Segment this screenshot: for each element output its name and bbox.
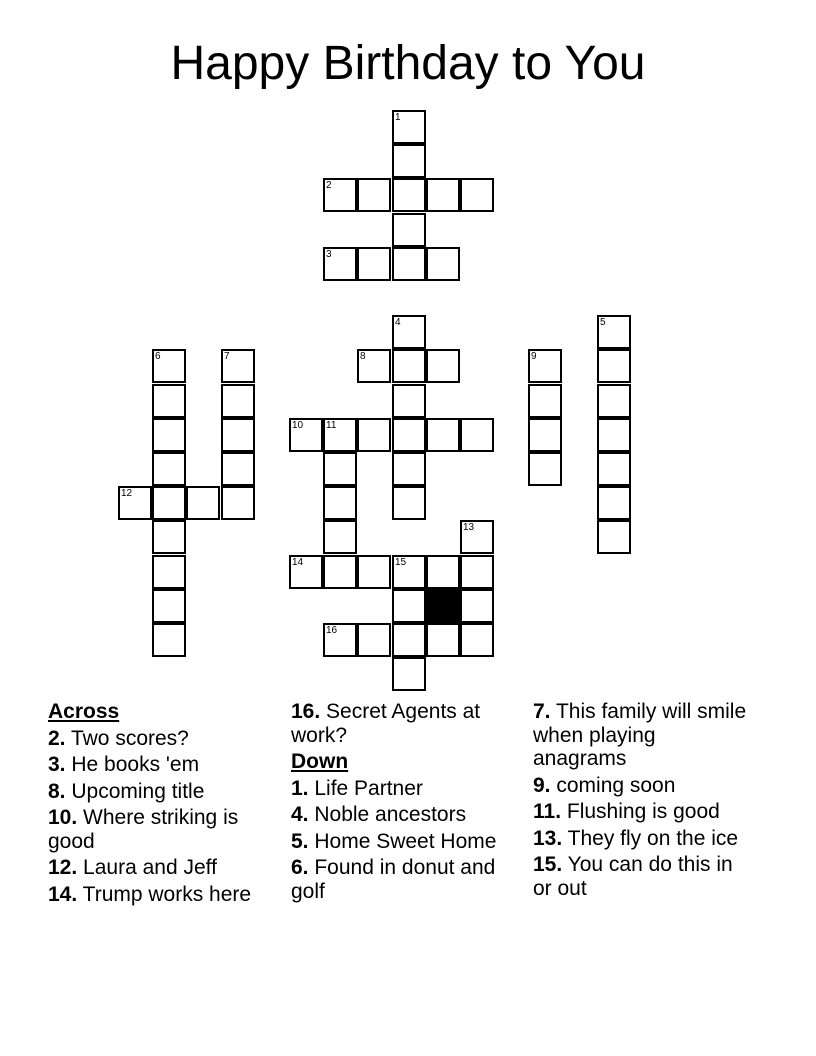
grid-cell[interactable] bbox=[392, 110, 426, 144]
clue-text: Where striking is good bbox=[48, 806, 239, 853]
grid-cell[interactable] bbox=[426, 247, 460, 281]
clue-text: You can do this in or out bbox=[533, 853, 733, 900]
grid-cell[interactable] bbox=[426, 555, 460, 589]
grid-cell[interactable] bbox=[323, 555, 357, 589]
clue-item bbox=[291, 700, 506, 747]
clue-text: Secret Agents at work? bbox=[291, 700, 481, 747]
black-cell bbox=[426, 589, 460, 623]
grid-cell[interactable] bbox=[392, 555, 426, 589]
grid-cell[interactable] bbox=[528, 384, 562, 418]
clue-number-label: 13. bbox=[533, 826, 563, 850]
clue-text: Found in donut and golf bbox=[291, 856, 496, 903]
grid-cell[interactable] bbox=[392, 384, 426, 418]
grid-cell[interactable] bbox=[357, 418, 391, 452]
grid-cell[interactable] bbox=[460, 178, 494, 212]
grid-cell[interactable] bbox=[597, 418, 631, 452]
clue-number: 9 bbox=[531, 351, 537, 362]
clue-text: This family will smile when playing anagrams bbox=[533, 700, 747, 770]
grid-cell[interactable] bbox=[323, 247, 357, 281]
grid-cell[interactable] bbox=[392, 418, 426, 452]
clue-item bbox=[48, 856, 263, 880]
grid-cell[interactable] bbox=[152, 418, 186, 452]
grid-cell[interactable] bbox=[392, 213, 426, 247]
clue-number: 1 bbox=[395, 112, 401, 123]
clue-item bbox=[291, 777, 506, 801]
grid-cell[interactable] bbox=[323, 178, 357, 212]
clue-number-label: 6. bbox=[291, 856, 309, 879]
clue-number-label: 16. bbox=[291, 700, 321, 723]
grid-cell[interactable] bbox=[426, 178, 460, 212]
grid-cell[interactable] bbox=[152, 486, 186, 520]
grid-cell[interactable] bbox=[323, 452, 357, 486]
grid-cell[interactable] bbox=[152, 384, 186, 418]
clue-item bbox=[533, 774, 748, 798]
grid-cell[interactable] bbox=[392, 623, 426, 657]
clue-item bbox=[533, 700, 748, 771]
grid-cell[interactable] bbox=[460, 589, 494, 623]
grid-cell[interactable] bbox=[597, 520, 631, 554]
grid-cell[interactable] bbox=[460, 623, 494, 657]
clue-item bbox=[48, 727, 263, 751]
clue-text: Upcoming title bbox=[65, 779, 205, 803]
clue-item bbox=[533, 827, 748, 851]
grid-cell[interactable] bbox=[118, 486, 152, 520]
grid-cell[interactable] bbox=[152, 452, 186, 486]
grid-cell[interactable] bbox=[357, 247, 391, 281]
clue-item bbox=[48, 883, 263, 907]
grid-cell[interactable] bbox=[597, 452, 631, 486]
grid-cell[interactable] bbox=[392, 452, 426, 486]
clue-number-label: 1. bbox=[291, 776, 309, 800]
grid-cell[interactable] bbox=[323, 623, 357, 657]
clue-text: Trump works here bbox=[77, 882, 252, 906]
grid-cell[interactable] bbox=[528, 349, 562, 383]
clue-number-label: 8. bbox=[48, 779, 66, 803]
page-title: Happy Birthday to You bbox=[170, 37, 646, 90]
grid-cell[interactable] bbox=[152, 520, 186, 554]
clue-number: 15 bbox=[395, 557, 407, 568]
clue-number: 8 bbox=[360, 351, 366, 362]
clue-text: Two scores? bbox=[65, 726, 189, 750]
grid-cell[interactable] bbox=[392, 657, 426, 691]
clue-number-label: 3. bbox=[48, 753, 66, 776]
grid-cell[interactable] bbox=[289, 555, 323, 589]
grid-cell[interactable] bbox=[460, 418, 494, 452]
clue-item bbox=[291, 803, 506, 827]
clue-number-label: 7. bbox=[533, 700, 551, 723]
grid-cell[interactable] bbox=[597, 384, 631, 418]
grid-cell[interactable] bbox=[597, 315, 631, 349]
clue-column-2 bbox=[291, 700, 506, 906]
clue-text: Life Partner bbox=[308, 776, 423, 800]
grid-cell[interactable] bbox=[221, 418, 255, 452]
clue-number: 2 bbox=[326, 180, 332, 191]
grid-cell[interactable] bbox=[426, 349, 460, 383]
grid-cell[interactable] bbox=[186, 486, 220, 520]
grid-cell[interactable] bbox=[357, 555, 391, 589]
grid-cell[interactable] bbox=[221, 452, 255, 486]
clue-column-3 bbox=[533, 700, 748, 903]
grid-cell[interactable] bbox=[357, 178, 391, 212]
grid-cell[interactable] bbox=[323, 486, 357, 520]
grid-cell[interactable] bbox=[152, 623, 186, 657]
grid-cell[interactable] bbox=[392, 178, 426, 212]
grid-cell[interactable] bbox=[392, 144, 426, 178]
grid-cell[interactable] bbox=[152, 555, 186, 589]
clue-number: 13 bbox=[463, 522, 475, 533]
clue-number-label: 2. bbox=[48, 726, 66, 750]
grid-cell[interactable] bbox=[460, 555, 494, 589]
clue-text: coming soon bbox=[550, 773, 676, 797]
clue-number: 6 bbox=[155, 351, 161, 362]
clue-number-label: 9. bbox=[533, 773, 551, 797]
clue-text: Home Sweet Home bbox=[308, 829, 497, 853]
clue-item bbox=[48, 753, 263, 777]
clue-item bbox=[48, 780, 263, 804]
grid-cell[interactable] bbox=[392, 589, 426, 623]
clue-item bbox=[533, 800, 748, 824]
clue-text: Flushing is good bbox=[561, 800, 720, 823]
clue-number: 16 bbox=[326, 625, 338, 636]
clue-item bbox=[291, 856, 506, 903]
grid-cell[interactable] bbox=[357, 623, 391, 657]
clue-number: 12 bbox=[121, 488, 133, 499]
clue-item bbox=[291, 830, 506, 854]
grid-cell[interactable] bbox=[597, 486, 631, 520]
grid-cell[interactable] bbox=[392, 315, 426, 349]
grid-cell[interactable] bbox=[528, 418, 562, 452]
clue-number-label: 12. bbox=[48, 856, 78, 879]
section-heading: Down bbox=[291, 750, 349, 773]
grid-cell[interactable] bbox=[323, 418, 357, 452]
grid-cell[interactable] bbox=[221, 384, 255, 418]
clue-text: They fly on the ice bbox=[562, 826, 739, 850]
grid-cell[interactable] bbox=[392, 486, 426, 520]
grid-cell[interactable] bbox=[528, 452, 562, 486]
clue-number: 11 bbox=[326, 420, 337, 431]
grid-cell[interactable] bbox=[152, 589, 186, 623]
grid-cell[interactable] bbox=[392, 247, 426, 281]
clue-item bbox=[48, 806, 263, 853]
clue-number: 5 bbox=[600, 317, 606, 328]
grid-cell[interactable] bbox=[460, 520, 494, 554]
clue-item bbox=[533, 853, 748, 900]
clue-number: 4 bbox=[395, 317, 401, 328]
clue-number-label: 5. bbox=[291, 829, 309, 853]
grid-cell[interactable] bbox=[426, 418, 460, 452]
grid-cell[interactable] bbox=[221, 349, 255, 383]
grid-cell[interactable] bbox=[152, 349, 186, 383]
grid-cell[interactable] bbox=[221, 486, 255, 520]
section-heading: Across bbox=[48, 700, 120, 723]
grid-cell[interactable] bbox=[392, 349, 426, 383]
grid-cell[interactable] bbox=[289, 418, 323, 452]
clue-number: 3 bbox=[326, 249, 332, 260]
clue-text: Noble ancestors bbox=[308, 803, 467, 826]
clue-number: 14 bbox=[292, 557, 304, 568]
clue-number-label: 11. bbox=[533, 800, 562, 823]
clue-number-label: 4. bbox=[291, 803, 309, 826]
grid-cell[interactable] bbox=[357, 349, 391, 383]
clue-column-1 bbox=[48, 700, 263, 909]
clue-text: He books 'em bbox=[65, 753, 200, 776]
clue-number: 7 bbox=[224, 351, 230, 362]
grid-cell[interactable] bbox=[323, 520, 357, 554]
clue-number-label: 15. bbox=[533, 853, 563, 876]
grid-cell[interactable] bbox=[426, 623, 460, 657]
clue-text: Laura and Jeff bbox=[77, 856, 217, 879]
clue-number-label: 10. bbox=[48, 806, 78, 829]
grid-cell[interactable] bbox=[597, 349, 631, 383]
clue-number: 10 bbox=[292, 420, 304, 431]
clue-number-label: 14. bbox=[48, 882, 78, 906]
